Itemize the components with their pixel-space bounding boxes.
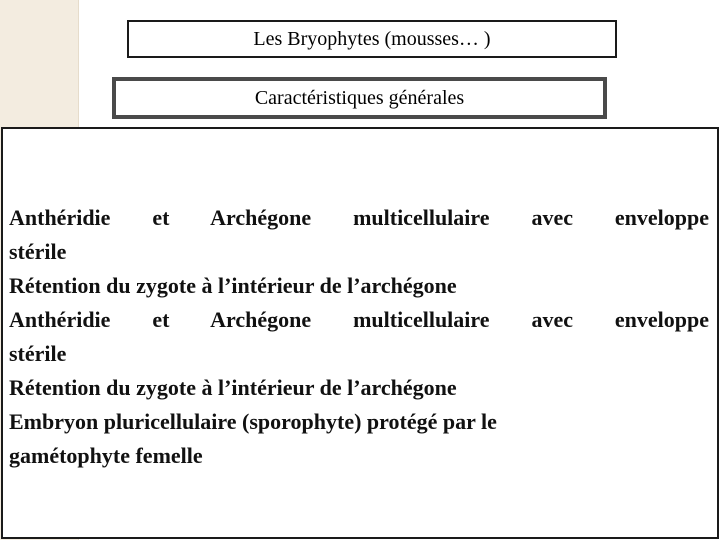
- title-box: [127, 20, 617, 58]
- content-line-2: stérile: [9, 239, 67, 264]
- content-line-5: stérile: [9, 341, 67, 366]
- content-line-1: Anthéridie et Archégone multicellulaire avec enveloppe: [9, 205, 709, 230]
- content-line-6: Rétention du zygote à l’intérieur de l’archégone: [9, 375, 457, 400]
- slide-title: Les Bryophytes (mousses… ): [253, 27, 491, 50]
- content-box: [1, 127, 719, 539]
- content-line-4: Anthéridie et Archégone multicellulaire avec enveloppe: [9, 307, 709, 332]
- content-line-3: Rétention du zygote à l’intérieur de l’archégone: [9, 273, 457, 298]
- subtitle-box: [112, 77, 607, 119]
- slide-subtitle: Caractéristiques générales: [254, 86, 465, 109]
- content-line-8: gamétophyte femelle: [9, 443, 203, 468]
- content-line-7: Embryon pluricellulaire (sporophyte) protégé par le: [9, 409, 497, 434]
